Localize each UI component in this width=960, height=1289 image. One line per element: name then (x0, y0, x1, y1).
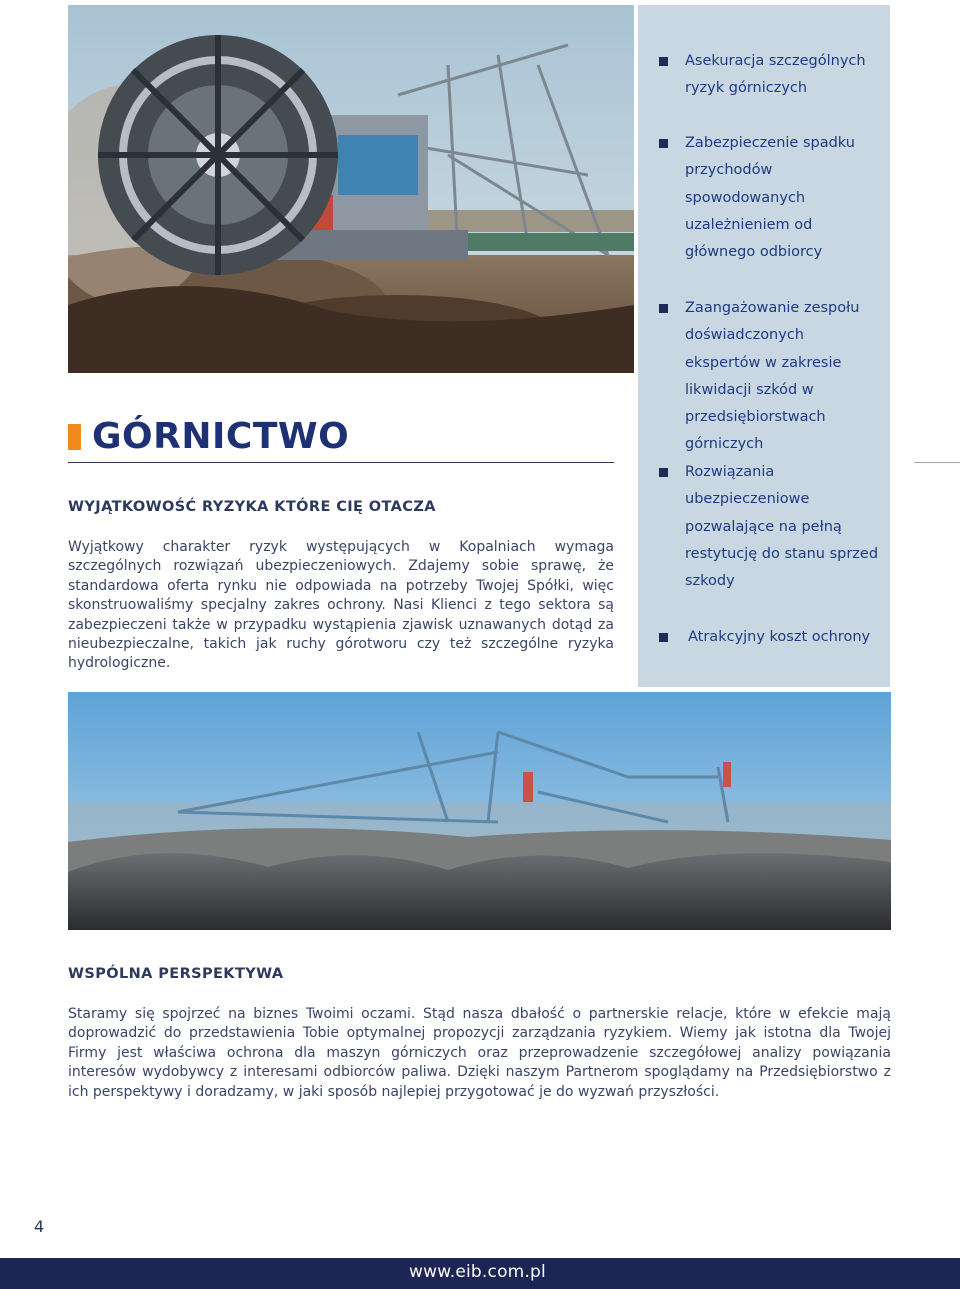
risk-paragraph: Wyjątkowy charakter ryzyk występujących w Kopalniach wymaga szczególnych rozwiązań ubezpieczeniowych. Zdajemy sobie sprawę, że standardowa oferta rynku nie odpowiada na potrzeby Twojej Spółki, więc skonstruowaliśmy specjalny zakres ochrony. Nasi Klienci z tego sektora są zabezpieczeni także w przypadku wystąpienia zjawisk uznawanych dotąd za nieubezpieczalne, takich jak ruchy górotworu czy też szczególne ryzyka hydrologiczne. (68, 539, 614, 672)
section-header (68, 413, 614, 463)
open-pit-mine-photo (68, 692, 891, 930)
benefit-text: Rozwiązania ubezpieczeniowe pozwalające na pełną restytucję do stanu sprzed szkody (685, 464, 879, 590)
benefits-sidebar (638, 5, 890, 687)
benefit-text: Zaangażowanie zespołu doświadczonych ekspertów w zakresie likwidacji szkód w przedsiębiorstwach górniczych (685, 300, 860, 453)
margin-divider (914, 462, 960, 463)
bullet-square-icon (659, 304, 668, 313)
page-number: 4 (34, 1217, 45, 1236)
benefit-text: Asekuracja szczególnych ryzyk górniczych (685, 53, 866, 97)
benefit-text: Zabezpieczenie spadku przychodów spowodowanych uzależnieniem od głównego odbiorcy (685, 135, 855, 261)
bullet-square-icon (659, 139, 668, 148)
bullet-square-icon (659, 57, 668, 66)
perspective-subheading: WSPÓLNA PERSPEKTYWA (68, 966, 284, 982)
footer-bar (0, 1258, 960, 1289)
page-title: GÓRNICTWO (92, 416, 350, 457)
excavator-photo (68, 5, 634, 373)
heading-accent-bar (68, 424, 81, 450)
bullet-square-icon (659, 468, 668, 477)
bullet-square-icon (659, 633, 668, 642)
risk-subheading: WYJĄTKOWOŚĆ RYZYKA KTÓRE CIĘ OTACZA (68, 499, 436, 515)
benefit-text: Atrakcyjny koszt ochrony (688, 629, 871, 645)
perspective-paragraph: Staramy się spojrzeć na biznes Twoimi oczami. Stąd nasza dbałość o partnerskie relacje, które w efekcie mają doprowadzić do przedstawienia Tobie optymalnej propozycji zarządzania ryzykiem. Wiemy jak istotna dla Twojej Firmy jest właściwa ochrona dla maszyn górniczych oraz przeprowadzenie szczegółowej analizy powiązania interesów wydobywcy z interesami odbiorców paliwa. Dzięki naszym Partnerom spoglądamy na Przedsiębiorstwo z ich perspektywy i doradzamy, w jaki sposób najlepiej przygotować je do wyzwań przyszłości. (68, 1006, 891, 1100)
website-link[interactable]: www.eib.com.pl (409, 1262, 546, 1282)
